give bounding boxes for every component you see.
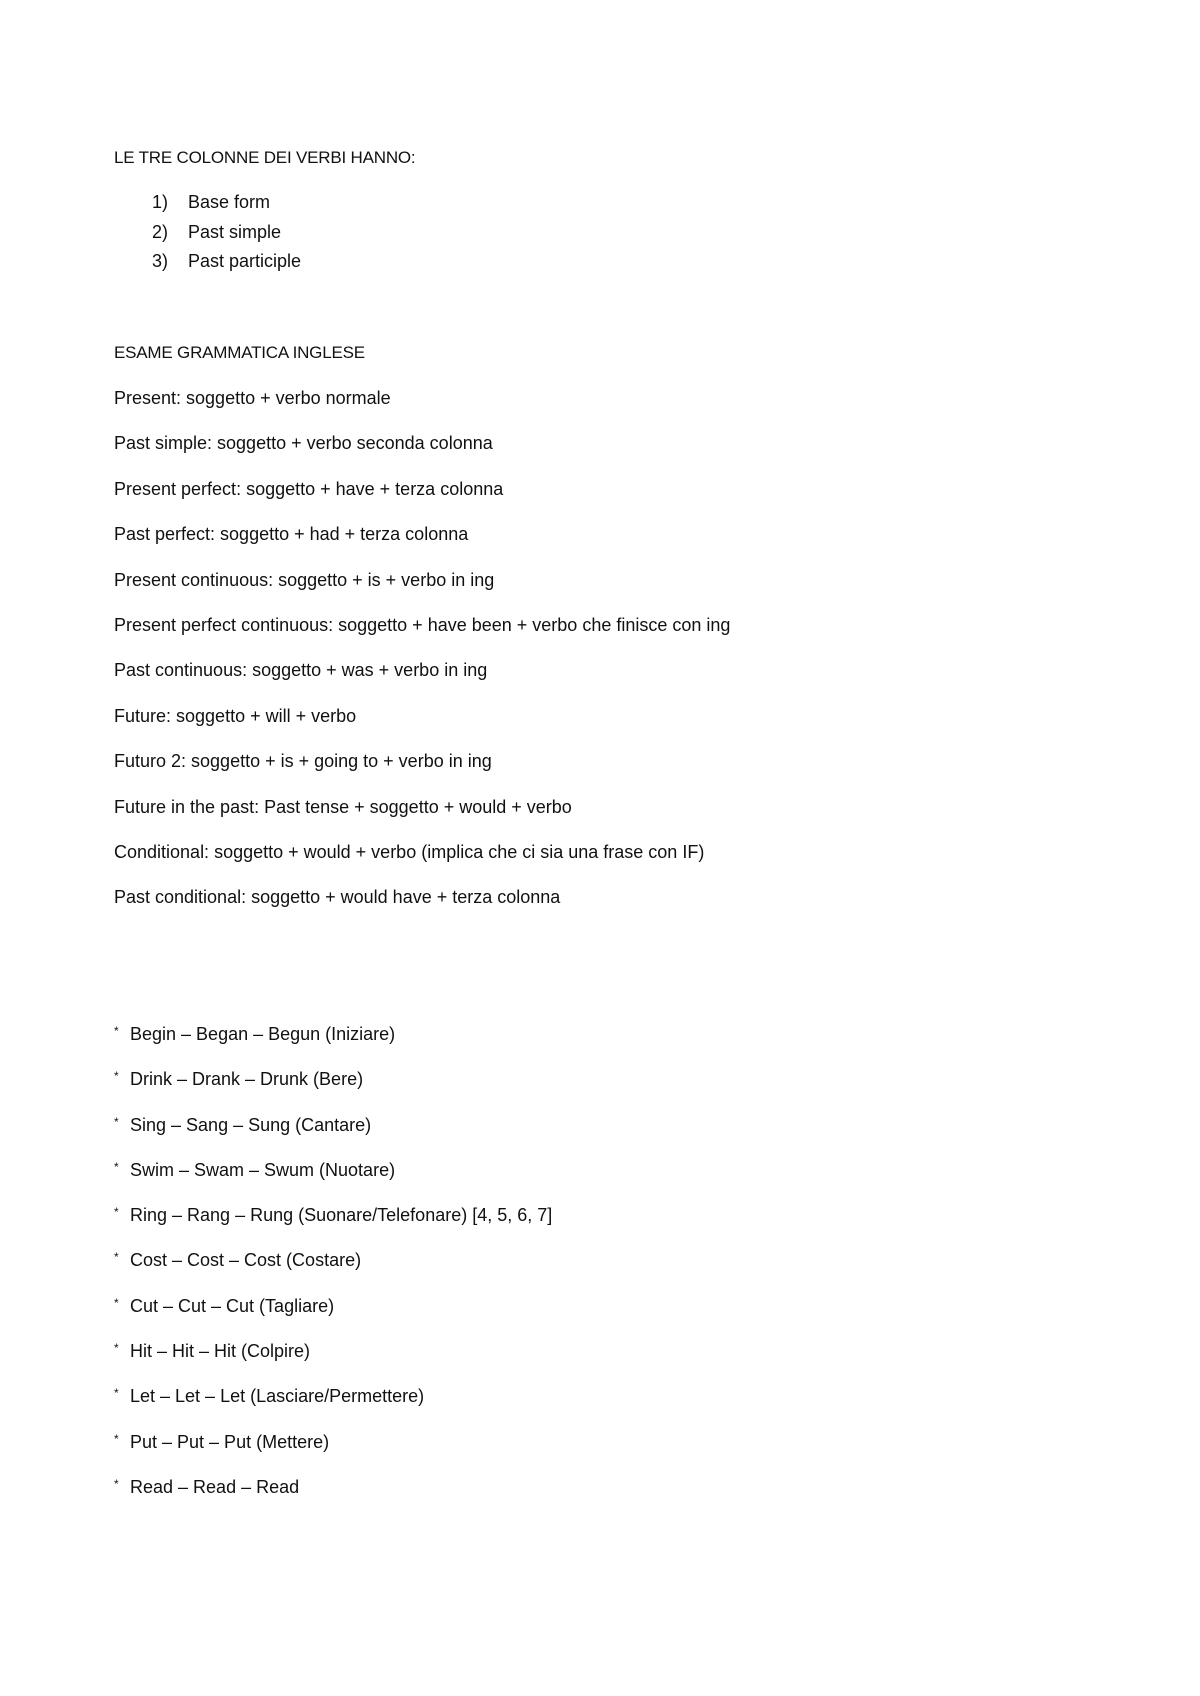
asterisk-bullet: * [114,1159,119,1174]
verb-item [114,1431,552,1476]
section-title-verb-columns: LE TRE COLONNE DEI VERBI HANNO: [114,148,416,167]
tense-rule: Conditional: soggetto + would + verbo (implica che ci sia una frase con IF) [114,841,705,862]
verb-item [114,1385,552,1430]
list-item-text: Base form [188,192,271,212]
asterisk-bullet: * [114,1114,119,1129]
verb-forms: Cost – Cost – Cost (Costare) [130,1250,362,1271]
asterisk-bullet: * [114,1024,119,1038]
irregular-verbs-list [114,1023,552,1521]
asterisk-bullet: * [114,1476,119,1491]
tense-rules-list [114,387,730,932]
tense-rule: Past conditional: soggetto + would have + terza colonna [114,887,561,908]
tense-rule: Future in the past: Past tense + soggetto + would + verbo [114,796,572,817]
verb-item [114,1114,552,1159]
list-number: 2) [152,221,169,242]
verb-forms: Ring – Rang – Rung (Suonare/Telefonare) [4, 5, 6, 7] [130,1205,553,1226]
verb-forms: Put – Put – Put (Mettere) [130,1431,330,1452]
asterisk-bullet: * [114,1341,119,1356]
verb-item [114,1249,552,1294]
asterisk-bullet: * [114,1069,119,1084]
verb-item [114,1340,552,1385]
verb-item [114,1295,552,1340]
verb-item [114,1159,552,1204]
list-number: 1) [152,192,169,212]
list-number: 3) [152,251,169,271]
verb-item [114,1204,552,1249]
verb-forms: Let – Let – Let (Lasciare/Permettere) [130,1386,425,1407]
verb-forms: Drink – Drank – Drunk (Bere) [130,1069,364,1090]
section-title-grammar-exam: ESAME GRAMMATICA INGLESE [114,343,365,362]
verb-item [114,1476,552,1521]
tense-rule: Present continuous: soggetto + is + verbo in ing [114,569,495,590]
tense-rule: Past continuous: soggetto + was + verbo in ing [114,660,488,681]
verb-forms: Sing – Sang – Sung (Cantare) [130,1114,372,1135]
tense-rule: Present perfect: soggetto + have + terza colonna [114,478,504,499]
verb-forms: Cut – Cut – Cut (Tagliare) [130,1295,335,1316]
tense-rule: Present: soggetto + verbo normale [114,388,391,408]
asterisk-bullet: * [114,1431,119,1446]
list-item-text: Past simple [188,221,282,242]
verb-forms: Begin – Began – Begun (Iniziare) [130,1024,396,1044]
asterisk-bullet: * [114,1386,119,1401]
tense-rule: Future: soggetto + will + verbo [114,705,357,726]
verb-forms: Read – Read – Read [130,1476,300,1497]
verb-forms: Hit – Hit – Hit (Colpire) [130,1341,311,1362]
tense-rule: Past simple: soggetto + verbo seconda colonna [114,433,493,454]
asterisk-bullet: * [114,1295,119,1310]
tense-rule: Past perfect: soggetto + had + terza colonna [114,524,469,545]
tense-rule: Futuro 2: soggetto + is + going to + verbo in ing [114,751,492,772]
list-item-text: Past participle [188,251,302,271]
verb-forms: Swim – Swam – Swum (Nuotare) [130,1159,396,1180]
verb-item [114,1023,552,1068]
asterisk-bullet: * [114,1250,119,1265]
asterisk-bullet: * [114,1205,119,1220]
tense-rule: Present perfect continuous: soggetto + have been + verbo che finisce con ing [114,614,731,635]
verb-item [114,1068,552,1113]
